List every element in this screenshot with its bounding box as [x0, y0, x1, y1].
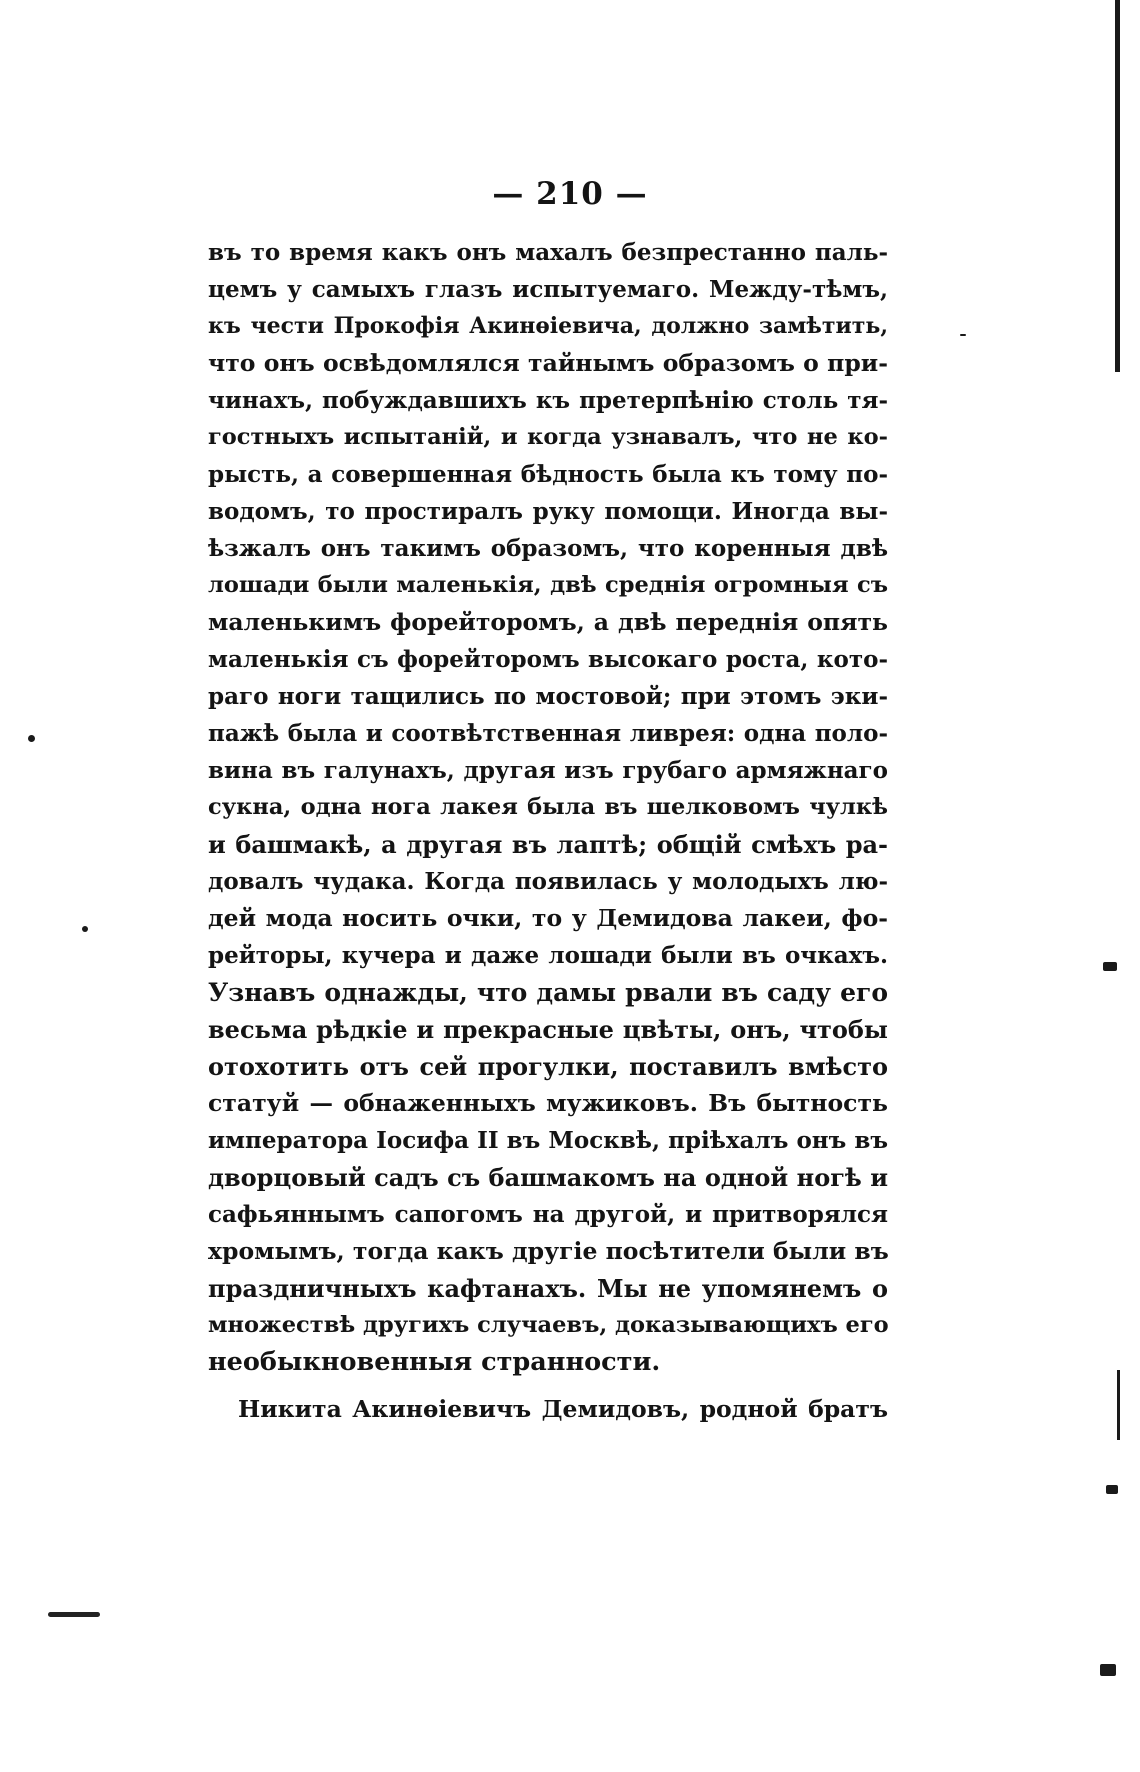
- text-line: и башмакѣ, а другая въ лаптѣ; общій смѣхъ ра-: [208, 830, 888, 859]
- text-line: дворцовый садъ съ башмакомъ на одной ногѣ и: [208, 1163, 888, 1192]
- page-number: — 210 —: [492, 176, 648, 212]
- text-line: вина въ галунахъ, другая изъ грубаго армяжнаго: [208, 757, 888, 784]
- text-line: рысть, а совершенная бѣдность была къ тому по-: [208, 461, 888, 488]
- text-line: необыкновенныя странности.: [208, 1347, 661, 1377]
- text-line: къ чести Прокофія Акинѳіевича, должно замѣтить,: [208, 313, 888, 339]
- text-line: чинахъ, побуждавшихъ къ претерпѣнію столь тя-: [208, 387, 888, 414]
- text-line: въ то время какъ онъ махалъ безпрестанно паль-: [208, 239, 888, 266]
- scan-speck: [1100, 1664, 1116, 1676]
- text-line: цемъ у самыхъ глазъ испытуемаго. Между-тѣмъ,: [208, 276, 888, 303]
- paragraph-gap: [208, 1381, 888, 1391]
- text-line: весьма рѣдкіе и прекрасные цвѣты, онъ, чтобы: [208, 1015, 888, 1044]
- text-line: множествѣ другихъ случаевъ, доказывающихъ его: [208, 1312, 889, 1338]
- text-line: статуй — обнаженныхъ мужиковъ. Въ бытность: [208, 1089, 888, 1117]
- text-line: что онъ освѣдомлялся тайнымъ образомъ о при-: [208, 349, 888, 377]
- text-line: отохотить отъ сей прогулки, поставилъ вмѣсто: [208, 1052, 888, 1081]
- text-line: императора Іосифа II въ Москвѣ, пріѣхалъ онъ въ: [208, 1127, 888, 1154]
- text-line: дей мода носить очки, то у Демидова лакеи, фо-: [208, 904, 888, 932]
- text-line: водомъ, то простиралъ руку помощи. Иногда вы-: [208, 498, 888, 525]
- text-line: лошади были маленькія, двѣ среднія огромныя съ: [208, 572, 888, 598]
- paragraph: [208, 1391, 888, 1428]
- body-text: [208, 234, 888, 1428]
- text-line: ѣзжалъ онъ такимъ образомъ, что коренныя двѣ: [208, 535, 888, 562]
- text-line: праздничныхъ кафтанахъ. Мы не упомянемъ о: [208, 1274, 888, 1303]
- text-line: маленькія съ форейторомъ высокаго роста, кото-: [208, 646, 888, 673]
- paragraph: [208, 234, 888, 1381]
- text-line: хромымъ, тогда какъ другіе посѣтители были въ: [208, 1237, 889, 1265]
- text-line: сафьяннымъ сапогомъ на другой, и притворялся: [208, 1201, 888, 1228]
- scan-speck: [82, 926, 88, 932]
- scan-speck: [28, 735, 35, 742]
- scan-margin-mark: [48, 1612, 100, 1617]
- scan-speck: [960, 334, 966, 336]
- text-line: гостныхъ испытаній, и когда узнавалъ, что не ко-: [208, 424, 888, 450]
- text-line: сукна, одна нога лакея была въ шелковомъ чулкѣ: [208, 794, 888, 820]
- text-line: Никита Акинѳіевичъ Демидовъ, родной братъ: [238, 1395, 888, 1423]
- text-line: раго ноги тащились по мостовой; при этомъ эки-: [208, 683, 888, 710]
- text-line: маленькимъ форейторомъ, а двѣ переднія опять: [208, 608, 888, 636]
- scan-speck: [1103, 962, 1117, 971]
- scan-speck: [1106, 1485, 1118, 1494]
- text-line: довалъ чудака. Когда появилась у молодыхъ лю-: [208, 868, 888, 895]
- text-line: рейторы, кучера и даже лошади были въ очкахъ.: [208, 942, 888, 969]
- scan-edge-mark: [1117, 1370, 1120, 1440]
- text-line: Узнавъ однажды, что дамы рвали въ саду его: [208, 978, 888, 1007]
- text-line: пажѣ была и соотвѣтственная ливрея: одна поло-: [208, 720, 888, 747]
